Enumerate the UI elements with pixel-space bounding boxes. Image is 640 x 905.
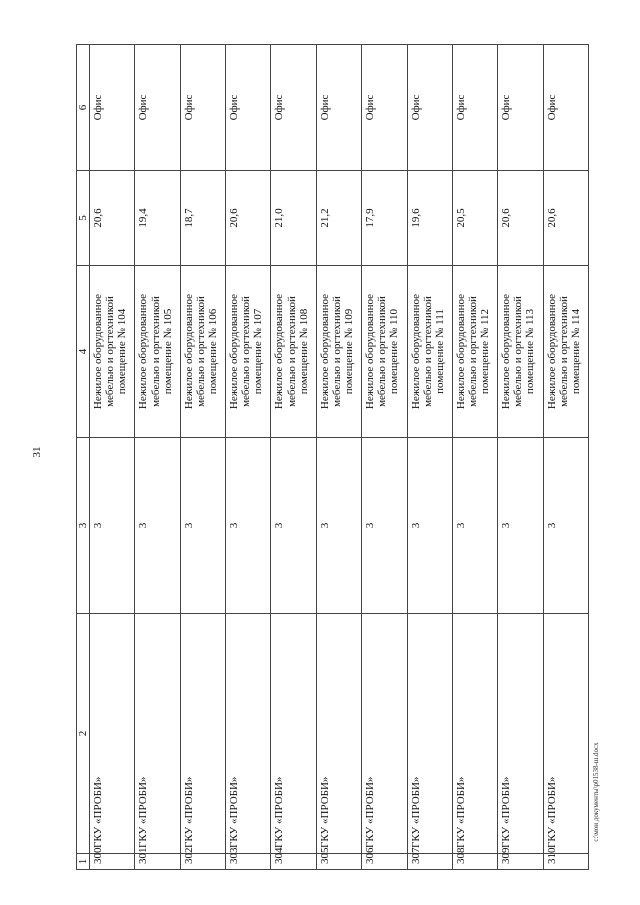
row-number-cell: 302 [180,854,225,870]
area-cell: 20,6 [90,171,135,266]
description-cell [180,266,225,438]
table-row [452,45,497,870]
description-line: помещение № 114 [569,308,582,395]
description-line: Нежилое оборудованное [545,293,558,410]
purpose-cell: Офис [180,45,225,171]
description-line: помещение № 105 [161,308,174,395]
description-cell [407,266,452,438]
description-line: Нежилое оборудованное [273,293,286,410]
floor-cell: 3 [498,438,543,614]
purpose-cell: Офис [407,45,452,171]
area-cell: 19,6 [407,171,452,266]
header-col-2: 2 [77,614,90,854]
purpose-cell: Офис [90,45,135,171]
description-line: помещение № 111 [433,309,446,394]
description-line: мебелью и оргтехникой [194,296,207,407]
table-row [316,45,361,870]
description-cell [316,266,361,438]
row-number-cell: 308 [452,854,497,870]
area-cell: 17,9 [362,171,407,266]
area-cell: 18,7 [180,171,225,266]
header-col-1: 1 [77,854,90,870]
organization-cell: ГКУ «ПРОБИ» [498,614,543,854]
organization-cell: ГКУ «ПРОБИ» [271,614,316,854]
description-line: мебелью и оргтехникой [149,296,162,407]
description-line: помещение № 107 [252,308,265,395]
organization-cell: ГКУ «ПРОБИ» [362,614,407,854]
header-col-4: 4 [77,266,90,438]
organization-cell: ГКУ «ПРОБИ» [135,614,180,854]
table-row [226,45,271,870]
floor-cell: 3 [135,438,180,614]
description-line: Нежилое оборудованное [92,293,105,410]
description-line: мебелью и оргтехникой [240,296,253,407]
description-line: помещение № 104 [116,308,129,395]
area-cell: 20,6 [543,171,588,266]
description-cell [452,266,497,438]
floor-cell: 3 [407,438,452,614]
floor-cell: 3 [271,438,316,614]
purpose-cell: Офис [271,45,316,171]
rotated-table-container [76,45,589,870]
row-number-cell: 305 [316,854,361,870]
description-line: мебелью и оргтехникой [557,296,570,407]
table-row [407,45,452,870]
description-line: помещение № 113 [524,308,537,395]
purpose-cell: Офис [316,45,361,171]
description-line: мебелью и оргтехникой [421,296,434,407]
table-row [135,45,180,870]
purpose-cell: Офис [226,45,271,171]
purpose-cell: Офис [452,45,497,171]
organization-cell: ГКУ «ПРОБИ» [90,614,135,854]
description-cell [543,266,588,438]
page-number: 31 [31,446,43,458]
table-row [362,45,407,870]
header-col-3: 3 [77,438,90,614]
description-line: Нежилое оборудованное [228,293,241,410]
description-cell [362,266,407,438]
row-number-cell: 300 [90,854,135,870]
table-body [90,45,589,870]
row-number-cell: 307 [407,854,452,870]
row-number-cell: 309 [498,854,543,870]
purpose-cell: Офис [543,45,588,171]
organization-cell: ГКУ «ПРОБИ» [452,614,497,854]
table-row [271,45,316,870]
description-line: помещение № 109 [343,308,355,395]
description-line: Нежилое оборудованное [182,293,195,410]
purpose-cell: Офис [498,45,543,171]
area-cell: 19,4 [135,171,180,266]
table-header-row [77,45,90,870]
description-cell [498,266,543,438]
description-line: Нежилое оборудованное [364,293,377,410]
header-col-6: 6 [77,45,90,171]
floor-cell: 3 [90,438,135,614]
description-line: Нежилое оборудованное [409,293,422,410]
description-cell [271,266,316,438]
purpose-cell: Офис [135,45,180,171]
table-row [90,45,135,870]
row-number-cell: 301 [135,854,180,870]
description-cell [226,266,271,438]
description-line: мебелью и оргтехникой [466,296,479,407]
area-cell: 20,6 [226,171,271,266]
floor-cell: 3 [543,438,588,614]
description-line: Нежилое оборудованное [500,293,513,410]
description-line: помещение № 110 [388,308,401,395]
description-line: мебелью и оргтехникой [330,296,343,407]
organization-cell: ГКУ «ПРОБИ» [226,614,271,854]
description-line: мебелью и оргтехникой [285,296,298,407]
row-number-cell: 306 [362,854,407,870]
description-line: Нежилое оборудованное [137,293,150,410]
area-cell: 21,2 [316,171,361,266]
description-line: мебелью и оргтехникой [512,296,525,407]
area-cell: 20,5 [452,171,497,266]
organization-cell: ГКУ «ПРОБИ» [407,614,452,854]
floor-cell: 3 [316,438,361,614]
floor-cell: 3 [226,438,271,614]
floor-cell: 3 [180,438,225,614]
area-cell: 21,0 [271,171,316,266]
organization-cell: ГКУ «ПРОБИ» [543,614,588,854]
premises-table [76,44,589,870]
table-row [498,45,543,870]
floor-cell: 3 [452,438,497,614]
table-row [543,45,588,870]
description-line: мебелью и оргтехникой [104,296,117,407]
description-line: мебелью и оргтехникой [376,296,389,407]
row-number-cell: 310 [543,854,588,870]
purpose-cell: Офис [362,45,407,171]
row-number-cell: 303 [226,854,271,870]
description-line: помещение № 108 [297,308,310,395]
header-col-5: 5 [77,171,90,266]
description-line: Нежилое оборудованное [454,293,467,410]
description-line: помещение № 112 [479,308,492,395]
row-number-cell: 304 [271,854,316,870]
description-cell [135,266,180,438]
floor-cell: 3 [362,438,407,614]
description-line: помещение № 106 [206,308,219,395]
description-line: Нежилое оборудованное [318,293,331,410]
organization-cell: ГКУ «ПРОБИ» [316,614,361,854]
area-cell: 20,6 [498,171,543,266]
description-cell [90,266,135,438]
footer-file-path: c:\мои документы\p01538-ш.docx [592,742,600,842]
table-row [180,45,225,870]
organization-cell: ГКУ «ПРОБИ» [180,614,225,854]
